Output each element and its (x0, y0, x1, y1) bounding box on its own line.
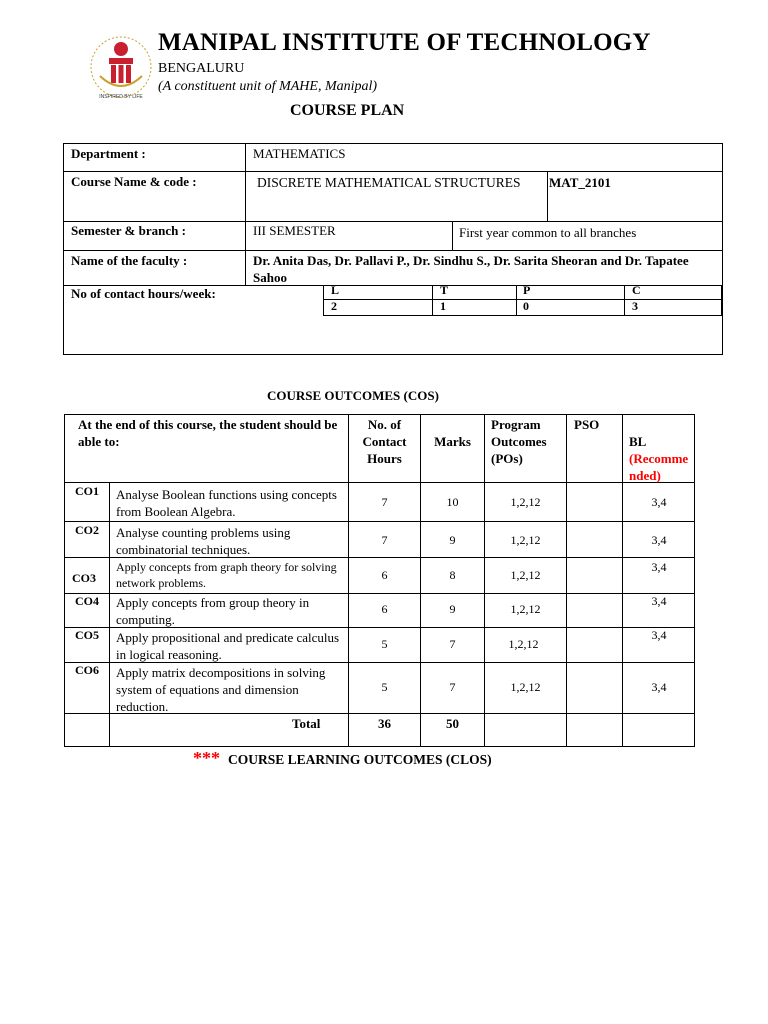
co-description: Apply concepts from graph theory for solving network problems. (116, 560, 337, 590)
hours-value-t: 1 (440, 299, 446, 313)
co-marks: 9 (449, 533, 456, 547)
total-label: Total (292, 716, 321, 731)
co-bl: 3,4 (651, 533, 667, 547)
col-pso-header: PSO (574, 417, 600, 432)
co-description: Analyse counting problems using combinatorial techniques. (116, 525, 291, 557)
co-marks: 7 (449, 637, 456, 651)
hours-value-c: 3 (632, 299, 638, 313)
outcomes-title: COURSE OUTCOMES (COS) (267, 388, 439, 403)
co-hours: 7 (381, 533, 388, 547)
co-marks: 10 (446, 495, 459, 509)
total-hours: 36 (378, 716, 391, 731)
co-pos: 1,2,12 (510, 533, 541, 547)
co-id: CO3 (72, 571, 96, 585)
semester-label: Semester & branch : (71, 223, 186, 238)
co-id: CO2 (75, 523, 99, 537)
co-id: CO5 (75, 628, 99, 642)
co-description: Apply concepts from group theory in computing. (116, 595, 310, 627)
course-name-value: DISCRETE MATHEMATICAL STRUCTURES (257, 175, 521, 190)
co-bl: 3,4 (651, 594, 667, 608)
institute-logo (86, 32, 156, 102)
co-pos: 1,2,12 (510, 680, 541, 694)
col-hours-header: No. of Contact Hours (362, 417, 407, 466)
clos-heading (193, 748, 492, 769)
document-title: COURSE PLAN (290, 102, 405, 119)
co-hours: 6 (381, 602, 388, 616)
co-description: Apply matrix decompositions in solving system of equations and dimension reduction. (116, 665, 326, 714)
faculty-label: Name of the faculty : (71, 253, 188, 268)
co-bl: 3,4 (651, 628, 667, 642)
logo-caption: INSPIRED BY LIFE (99, 94, 143, 100)
department-value: MATHEMATICS (253, 146, 346, 161)
co-description: Analyse Boolean functions using concepts from Boolean Algebra. (116, 487, 337, 519)
co-pos: 1,2,12 (510, 602, 541, 616)
co-marks: 8 (449, 568, 456, 582)
co-hours: 5 (381, 637, 388, 651)
co-id: CO1 (75, 484, 99, 498)
institution-city: BENGALURU (158, 61, 245, 76)
course-code-value: MAT_2101 (549, 175, 611, 190)
co-bl: 3,4 (651, 560, 667, 574)
co-id: CO6 (75, 663, 99, 677)
department-label: Department : (71, 146, 146, 161)
co-id: CO4 (75, 594, 99, 608)
hours-head-l: L (331, 283, 340, 297)
co-description: Apply propositional and predicate calculus in logical reasoning. (116, 630, 340, 662)
clos-title: COURSE LEARNING OUTCOMES (CLOS) (228, 752, 492, 767)
hours-head-t: T (440, 283, 449, 297)
co-bl: 3,4 (651, 680, 667, 694)
clos-stars: *** (193, 748, 220, 768)
co-hours: 6 (381, 568, 388, 582)
col-bl-note: (Recommended) (629, 451, 689, 483)
co-pos: 1,2,12 (510, 495, 541, 509)
course-name-label: Course Name & code : (71, 174, 197, 189)
contact-hours-label: No of contact hours/week: (71, 286, 216, 301)
col-pos-header: Program Outcomes (POs) (491, 417, 547, 466)
institution-note: (A constituent unit of MAHE, Manipal) (158, 79, 378, 94)
co-hours: 7 (381, 495, 388, 509)
co-pos: 1,2,12 (508, 637, 539, 651)
faculty-value: Dr. Anita Das, Dr. Pallavi P., Dr. Sindhu S., Dr. Sarita Sheoran and Dr. Tapatee Sahoo (253, 253, 689, 285)
hours-head-c: C (632, 283, 641, 297)
co-pos: 1,2,12 (510, 568, 541, 582)
hours-value-l: 2 (331, 299, 337, 313)
col-bl-header: BL (629, 434, 647, 449)
hours-value-p: 0 (523, 299, 529, 313)
col-marks-header: Marks (434, 434, 471, 449)
hours-head-p: P (523, 283, 531, 297)
total-marks: 50 (446, 716, 459, 731)
co-hours: 5 (381, 680, 388, 694)
semester-value: III SEMESTER (253, 223, 336, 238)
institution-name: MANIPAL INSTITUTE OF TECHNOLOGY (158, 29, 651, 56)
co-bl: 3,4 (651, 495, 667, 509)
branch-value: First year common to all branches (459, 225, 637, 240)
co-marks: 7 (449, 680, 456, 694)
col-intro-header: At the end of this course, the student should be able to: (78, 417, 338, 449)
co-marks: 9 (449, 602, 456, 616)
